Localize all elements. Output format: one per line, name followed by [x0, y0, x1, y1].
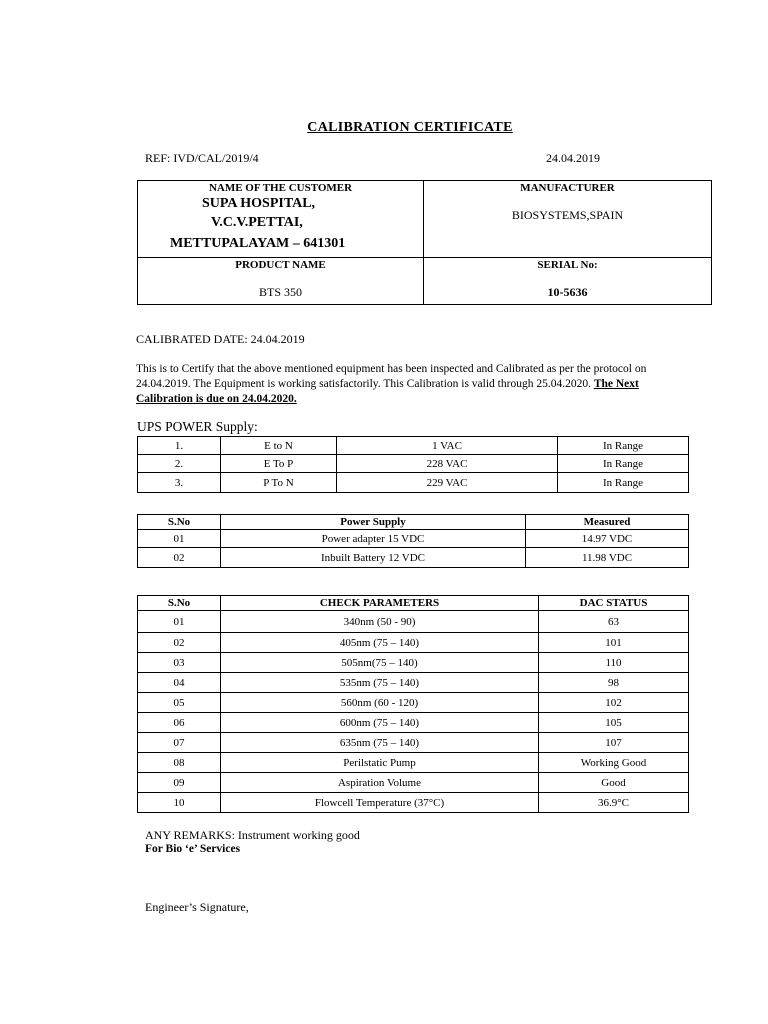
column-header: S.No	[138, 515, 221, 530]
customer-line-2: V.C.V.PETTAI,	[211, 215, 303, 230]
product-value: BTS 350	[258, 285, 302, 299]
check-sno: 02	[138, 633, 221, 653]
customer-table	[137, 180, 712, 305]
check-parameter: 505nm(75 – 140)	[221, 653, 539, 673]
check-dac-status: Working Good	[539, 753, 689, 773]
check-sno: 03	[138, 653, 221, 673]
manufacturer-cell	[424, 181, 712, 258]
table-row	[138, 693, 689, 713]
ups-table	[137, 436, 689, 493]
check-sno: 04	[138, 673, 221, 693]
check-parameter: Aspiration Volume	[221, 773, 539, 793]
check-parameter: 560nm (60 - 120)	[221, 693, 539, 713]
column-header: Power Supply	[221, 515, 526, 530]
check-dac-status: 36.9°C	[539, 793, 689, 813]
check-dac-status: 102	[539, 693, 689, 713]
customer-header: NAME OF THE CUSTOMER	[208, 182, 353, 194]
table-row	[138, 653, 689, 673]
certification-text: This is to Certify that the above mentioned equipment has been inspected and Calibrated as per the protocol on 24.04.2019. The Equipment is working satisfactorily. This Calibration is valid through 25.04.2020.	[136, 363, 647, 390]
check-parameter: Perilstatic Pump	[221, 753, 539, 773]
check-dac-status: 63	[539, 611, 689, 633]
table-row	[138, 530, 689, 548]
ups-voltage: 229 VAC	[337, 473, 558, 493]
check-sno: 05	[138, 693, 221, 713]
customer-line-3: METTUPALAYAM – 641301	[170, 236, 346, 251]
power-measured: 14.97 VDC	[526, 530, 689, 548]
table-row	[138, 673, 689, 693]
check-sno: 06	[138, 713, 221, 733]
engineer-signature: Engineer’s Signature,	[145, 900, 249, 914]
table-row	[138, 713, 689, 733]
power-measured: 11.98 VDC	[526, 548, 689, 568]
table-row	[138, 773, 689, 793]
power-supply: Power adapter 15 VDC	[221, 530, 526, 548]
check-dac-status: 107	[539, 733, 689, 753]
for-company: For Bio ‘e’ Services	[145, 843, 241, 855]
check-sno: 10	[138, 793, 221, 813]
manufacturer-header: MANUFACTURER	[520, 182, 615, 194]
check-parameter: 600nm (75 – 140)	[221, 713, 539, 733]
check-dac-status: Good	[539, 773, 689, 793]
column-header: S.No	[138, 596, 221, 611]
certification-paragraph	[136, 362, 696, 407]
check-dac-status: 110	[539, 653, 689, 673]
ups-voltage: 1 VAC	[337, 437, 558, 455]
check-sno: 07	[138, 733, 221, 753]
check-parameter: 405nm (75 – 140)	[221, 633, 539, 653]
table-header-row	[138, 596, 689, 611]
power-supply: Inbuilt Battery 12 VDC	[221, 548, 526, 568]
ups-sno: 1.	[138, 437, 221, 455]
check-parameter: 535nm (75 – 140)	[221, 673, 539, 693]
table-row	[138, 437, 689, 455]
certificate-date: 24.04.2019	[546, 151, 600, 165]
table-header-row	[138, 515, 689, 530]
ups-sno: 2.	[138, 455, 221, 473]
column-header: CHECK PARAMETERS	[221, 596, 539, 611]
table-row	[138, 548, 689, 568]
ups-status: In Range	[558, 473, 689, 493]
table-row	[138, 753, 689, 773]
check-parameter: Flowcell Temperature (37°C)	[221, 793, 539, 813]
customer-cell	[138, 181, 424, 258]
check-parameters-table	[137, 595, 689, 813]
check-parameter: 340nm (50 - 90)	[221, 611, 539, 633]
serial-header: SERIAL No:	[537, 259, 598, 271]
check-dac-status: 101	[539, 633, 689, 653]
table-row	[138, 633, 689, 653]
check-sno: 09	[138, 773, 221, 793]
serial-cell	[424, 258, 712, 305]
calibrated-date: CALIBRATED DATE: 24.04.2019	[136, 332, 305, 346]
column-header: Measured	[526, 515, 689, 530]
manufacturer-value: BIOSYSTEMS,SPAIN	[511, 208, 624, 222]
check-dac-status: 105	[539, 713, 689, 733]
remarks: ANY REMARKS: Instrument working good	[145, 828, 360, 842]
customer-line-1: SUPA HOSPITAL,	[202, 196, 316, 211]
reference-number: REF: IVD/CAL/2019/4	[145, 151, 259, 165]
check-dac-status: 98	[539, 673, 689, 693]
ups-terminal: E To P	[221, 455, 337, 473]
check-sno: 01	[138, 611, 221, 633]
column-header: DAC STATUS	[539, 596, 689, 611]
table-row	[138, 793, 689, 813]
check-parameter: 635nm (75 – 140)	[221, 733, 539, 753]
power-supply-table	[137, 514, 689, 568]
ups-terminal: P To N	[221, 473, 337, 493]
product-header: PRODUCT NAME	[235, 259, 326, 271]
table-row	[138, 733, 689, 753]
ups-status: In Range	[558, 437, 689, 455]
ups-sno: 3.	[138, 473, 221, 493]
next-calibration: The Next Calibration is due on 24.04.2020.	[136, 378, 639, 405]
table-row	[138, 473, 689, 493]
check-sno: 08	[138, 753, 221, 773]
table-row	[138, 455, 689, 473]
power-sno: 02	[138, 548, 221, 568]
certificate-title: CALIBRATION CERTIFICATE	[307, 120, 513, 135]
product-cell	[138, 258, 424, 305]
table-row	[138, 611, 689, 633]
ups-terminal: E to N	[221, 437, 337, 455]
power-sno: 01	[138, 530, 221, 548]
ups-voltage: 228 VAC	[337, 455, 558, 473]
serial-value: 10-5636	[547, 285, 588, 299]
ups-status: In Range	[558, 455, 689, 473]
ups-title: UPS POWER Supply:	[137, 419, 258, 434]
